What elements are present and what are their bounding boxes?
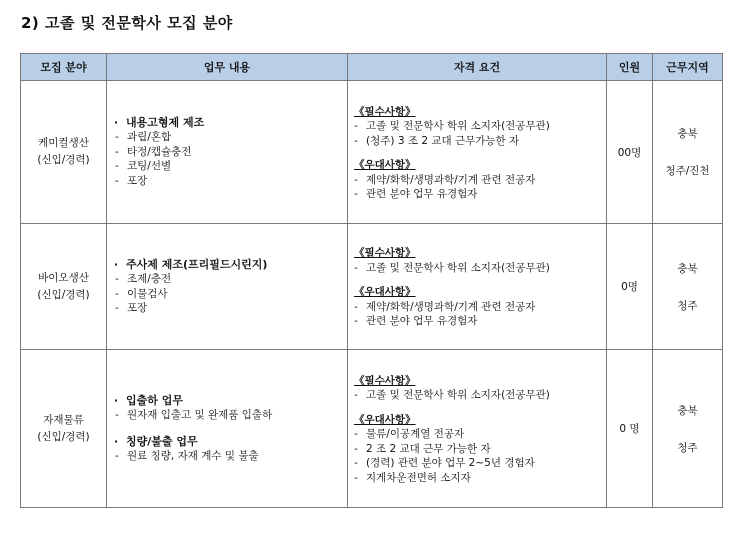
list-item: - 제약/화학/생명과학/기계 관련 전공자 [354,173,536,186]
list-item: - 코팅/선별 [115,160,172,173]
field-cell [21,350,107,508]
required-heading: 《필수사항》 [354,105,416,118]
qualification-cell [348,350,607,508]
list-item: - (경력) 관련 분야 업무 2~5년 경험자 [354,457,535,470]
region-city: 청주/진천 [665,165,710,177]
preferred-heading: 《우대사항》 [354,413,416,426]
field-type: (신입/경력) [37,288,90,301]
list-item: - 지게차운전면허 소지자 [354,471,471,484]
required-heading: 《필수사항》 [354,374,416,387]
duty-cell: · 내용고형제 제조 - 과립/혼합 - 타정/캡슐충전 - 코팅/선별 - 포장 [107,81,348,224]
region-city: 청주 [677,441,698,454]
list-item: - 2 조 2 교대 근무 가능한 자 [354,442,491,455]
duty-title: 주사제 제조(프리필드시린지) [126,257,268,271]
list-item: - 원자재 입출고 및 완제품 입출하 [115,409,273,421]
list-item: - 타정/캡슐충전 [115,145,192,158]
header-qualifications: 자격 요건 [348,54,607,81]
region-province: 충북 [677,404,698,417]
required-heading: 《필수사항》 [354,247,416,260]
recruitment-table [20,53,723,508]
header-headcount: 인원 [607,54,653,81]
duty-cell: · 입출하 업무 - 원자재 입출고 및 완제품 입출하 · 칭량/불출 업무 - 원료 칭량, 자재 계수 및 불출 [107,350,348,508]
list-item: - 이물검사 [115,287,168,300]
table-row [21,81,723,224]
region-province: 충북 [677,262,698,275]
list-item: - 원료 칭량, 자재 계수 및 불출 [115,450,259,462]
duty-cell: · 주사제 제조(프리필드시린지) - 조제/충전 - 이물검사 - 포장 [107,224,348,350]
field-cell [21,224,107,350]
header-row [21,54,723,81]
list-item: - 포장 [115,174,148,187]
table-row [21,350,723,508]
headcount-cell: 00명 [607,81,653,224]
list-item: - 고졸 및 전문학사 학위 소지자(전공무관) [354,261,550,274]
list-item: - 고졸 및 전문학사 학위 소지자(전공무관) [354,389,550,402]
field-name: 케미컬생산 [38,137,89,149]
header-region: 근무지역 [653,54,723,81]
table-row [21,224,723,350]
preferred-heading: 《우대사항》 [354,286,416,299]
region-cell [653,224,723,350]
page-title: 2) 고졸 및 전문학사 모집 분야 [21,14,233,32]
list-item: - 고졸 및 전문학사 학위 소지자(전공무관) [354,120,550,132]
header-duties: 업무 내용 [107,54,348,81]
list-item: - 과립/혼합 [115,131,172,144]
region-province: 충북 [677,128,698,140]
list-item: - 관련 분야 업무 유경험자 [354,188,478,200]
qualification-cell [348,224,607,350]
field-type: (신입/경력) [37,430,90,443]
list-item: - 제약/화학/생명과학/기계 관련 전공자 [354,300,536,313]
qualification-cell [348,81,607,224]
headcount-cell: 0 명 [607,350,653,508]
region-city: 청주 [677,299,698,312]
list-item: - 관련 분야 업무 유경험자 [354,315,478,328]
field-name: 자재물류 [43,413,84,426]
duty-title: 입출하 업무 [126,393,183,407]
region-cell [653,350,723,508]
duty-title: 내용고형제 제조 [126,115,205,129]
list-item: - 포장 [115,302,148,314]
list-item: - 조제/충전 [115,273,172,285]
duty-title: 칭량/불출 업무 [126,434,198,448]
region-cell [653,81,723,224]
field-type: (신입/경력) [37,154,90,166]
headcount-cell: 0명 [607,224,653,350]
list-item: - (청주) 3 조 2 교대 근무가능한 자 [354,134,520,147]
header-field: 모집 분야 [21,54,107,81]
preferred-heading: 《우대사항》 [354,159,416,171]
list-item: - 물류/이공계열 전공자 [354,428,465,441]
field-cell [21,81,107,224]
field-name: 바이오생산 [38,271,89,284]
